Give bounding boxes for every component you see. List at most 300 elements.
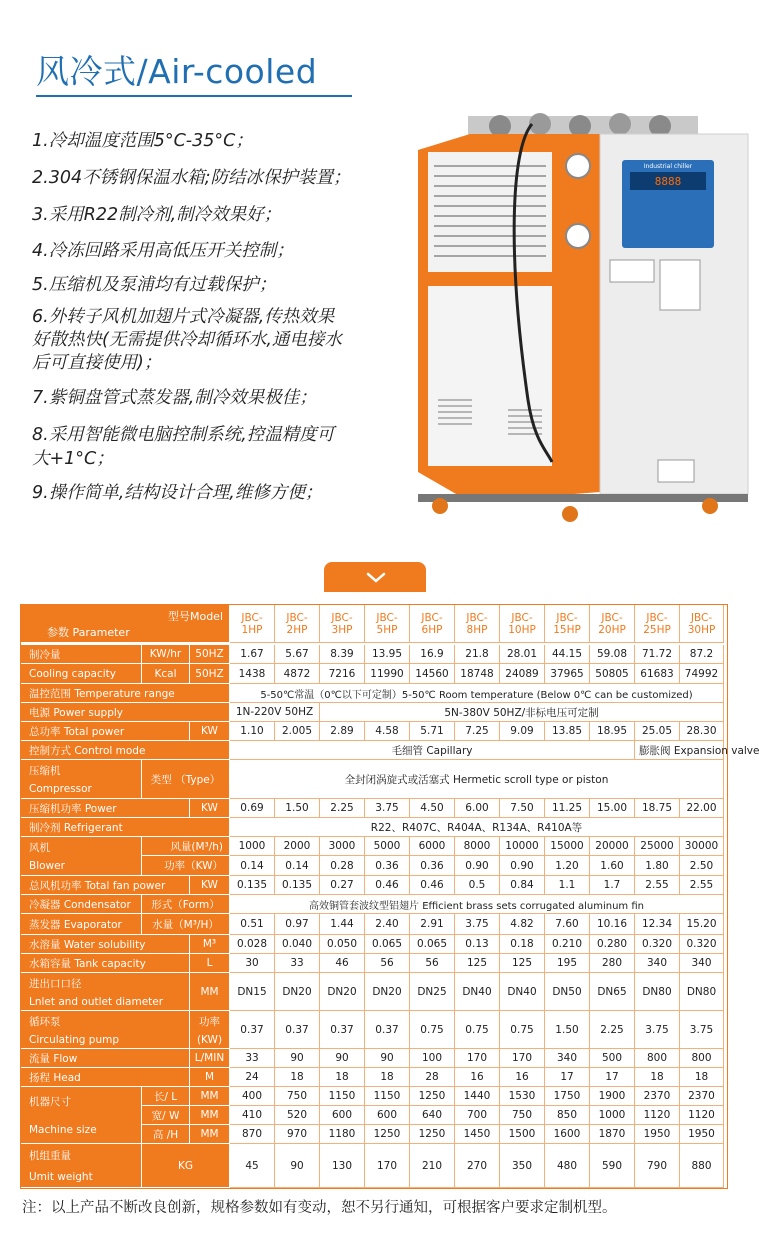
table-cell: 870 (230, 1125, 275, 1144)
table-cell: 1150 (320, 1087, 365, 1106)
evaporator-label: 蒸发器 Evaporator (21, 914, 142, 935)
head-label: 扬程 Head (21, 1068, 190, 1087)
table-cell: 1.80 (635, 856, 680, 876)
inlet-row (21, 973, 724, 1011)
table-cell: 1.50 (275, 799, 320, 818)
table-cell: 1150 (365, 1087, 410, 1106)
table-cell: 125 (455, 954, 500, 973)
table-cell: 2.55 (635, 876, 680, 895)
table-cell: 1180 (320, 1125, 365, 1144)
table-cell: 30000 (680, 837, 724, 856)
header-corner (21, 605, 230, 643)
table-cell: 14560 (410, 664, 455, 684)
table-cell: 59.08 (590, 645, 635, 664)
table-cell: 1500 (500, 1125, 545, 1144)
table-cell: DN20 (320, 973, 365, 1011)
table-cell: 410 (230, 1106, 275, 1125)
table-cell: 16 (455, 1068, 500, 1087)
table-cell: 600 (320, 1106, 365, 1125)
table-cell: 2.50 (680, 856, 724, 876)
power-supply-v2: 5N-380V 50HZ/非标电压可定制 (320, 703, 724, 722)
table-cell: 0.90 (500, 856, 545, 876)
table-cell: 1.67 (230, 645, 275, 664)
table-cell: 22.00 (680, 799, 724, 818)
feature-8-line2: 大+1°C； (32, 449, 114, 469)
table-cell: 0.36 (410, 856, 455, 876)
table-cell: 71.72 (635, 645, 680, 664)
flow-row (21, 1049, 724, 1068)
head-row (21, 1068, 724, 1087)
total-fan-unit: KW (190, 876, 230, 895)
table-cell: 3.75 (635, 1011, 680, 1049)
table-cell: 880 (680, 1144, 724, 1188)
size-height-unit: MM (190, 1125, 230, 1144)
table-cell: DN20 (365, 973, 410, 1011)
table-cell: 18 (365, 1068, 410, 1087)
table-cell: 0.280 (590, 935, 635, 954)
table-cell: 1530 (500, 1087, 545, 1106)
size-label: 机器尺寸 Machine size (21, 1087, 142, 1144)
flow-unit: L/MIN (190, 1049, 230, 1068)
table-cell: 8.39 (320, 645, 365, 664)
table-cell: 0.46 (410, 876, 455, 895)
table-cell: 1950 (635, 1125, 680, 1144)
feature-2: 2.304不锈钢保温水箱;防结冰保护装置； (32, 168, 351, 188)
table-cell: 590 (590, 1144, 635, 1188)
table-cell: 125 (500, 954, 545, 973)
table-cell: 16.9 (410, 645, 455, 664)
size-height-row (21, 1125, 724, 1144)
table-cell: 1600 (545, 1125, 590, 1144)
table-cell: 1000 (230, 837, 275, 856)
table-cell: 0.37 (320, 1011, 365, 1049)
table-cell: 1.7 (590, 876, 635, 895)
table-cell: 10.16 (590, 914, 635, 935)
table-cell: 600 (365, 1106, 410, 1125)
table-cell: 20000 (590, 837, 635, 856)
cooling-label-en: Cooling capacity (21, 664, 142, 684)
table-cell: 45 (230, 1144, 275, 1188)
tank-unit: L (190, 954, 230, 973)
table-cell: DN80 (680, 973, 724, 1011)
tank-row (21, 954, 724, 973)
table-cell: 750 (275, 1087, 320, 1106)
table-cell: 33 (275, 954, 320, 973)
table-cell: 1.44 (320, 914, 365, 935)
feature-9: 9.操作简单,结构设计合理,维修方便； (32, 483, 323, 503)
page-title: 风冷式/Air-cooled (36, 52, 318, 91)
table-cell: 4.82 (500, 914, 545, 935)
table-cell: 3000 (320, 837, 365, 856)
table-cell: 8000 (455, 837, 500, 856)
model-1hp: JBC- 1HP (230, 605, 275, 643)
model-30hp: JBC- 30HP (680, 605, 724, 643)
table-cell: 130 (320, 1144, 365, 1188)
table-cell: 4.58 (365, 722, 410, 741)
footnote: 注：以上产品不断改良创新，规格参数如有变动，恕不另行通知，可根据客户要求定制机型。 (22, 1200, 617, 1216)
comp-power-label: 压缩机功率 Power (21, 799, 190, 818)
model-3hp: JBC- 3HP (320, 605, 365, 643)
table-cell: 12.34 (635, 914, 680, 935)
cooling-label-cn: 制冷量 (21, 645, 142, 664)
table-cell: 270 (455, 1144, 500, 1188)
table-cell: 0.75 (410, 1011, 455, 1049)
temp-row (21, 684, 724, 703)
table-cell: 9.09 (500, 722, 545, 741)
table-cell: 0.028 (230, 935, 275, 954)
table-cell: 340 (680, 954, 724, 973)
table-cell: 1120 (680, 1106, 724, 1125)
size-width-label: 宽/ W (142, 1106, 190, 1125)
corner-model-label: 型号Model (167, 609, 223, 623)
condenser-form-label: 形式（Form） (142, 895, 230, 914)
model-25hp: JBC- 25HP (635, 605, 680, 643)
table-cell: 74992 (680, 664, 724, 684)
table-cell: 970 (275, 1125, 320, 1144)
table-cell: 170 (455, 1049, 500, 1068)
table-cell: 4.50 (410, 799, 455, 818)
model-8hp: JBC- 8HP (455, 605, 500, 643)
table-cell: 1000 (590, 1106, 635, 1125)
temp-value: 5-50℃常温（0℃以下可定制）5-50℃ Room temperature (Below 0℃ can be customized) (230, 684, 724, 703)
table-cell: 18.95 (590, 722, 635, 741)
condenser-row (21, 895, 724, 914)
table-cell: 90 (275, 1144, 320, 1188)
table-cell: 1440 (455, 1087, 500, 1106)
table-cell: 1870 (590, 1125, 635, 1144)
table-cell: 2370 (680, 1087, 724, 1106)
tank-label: 水箱容量 Tank capacity (21, 954, 190, 973)
inlet-label: 进出口口径 Lnlet and outlet diameter (21, 973, 190, 1011)
table-cell: 0.75 (500, 1011, 545, 1049)
table-cell: 2370 (635, 1087, 680, 1106)
table-cell: 4872 (275, 664, 320, 684)
table-cell: 3.75 (365, 799, 410, 818)
table-cell: 18 (275, 1068, 320, 1087)
feature-7: 7.紫铜盘管式蒸发器,制冷效果极佳； (32, 388, 317, 408)
table-cell: 0.050 (320, 935, 365, 954)
water-sol-unit: M³ (190, 935, 230, 954)
table-cell: 0.37 (230, 1011, 275, 1049)
power-supply-label: 电源 Power supply (21, 703, 230, 722)
refrigerant-value: R22、R407C、R404A、R134A、R410A等 (230, 818, 724, 837)
table-cell: 6.00 (455, 799, 500, 818)
table-cell: 2.25 (590, 1011, 635, 1049)
table-cell: 90 (365, 1049, 410, 1068)
table-cell: 50805 (590, 664, 635, 684)
total-power-unit: KW (190, 722, 230, 741)
compressor-label: 压缩机 Compressor (21, 760, 142, 799)
table-cell: 0.97 (275, 914, 320, 935)
table-cell: 0.84 (500, 876, 545, 895)
table-cell: 10000 (500, 837, 545, 856)
table-cell: 0.90 (455, 856, 500, 876)
feature-6-line1: 6.外转子风机加翅片式冷凝器,传热效果 (32, 307, 335, 327)
model-2hp: JBC- 2HP (275, 605, 320, 643)
table-cell: 750 (500, 1106, 545, 1125)
fan-air-row (21, 837, 724, 856)
power-supply-v1: 1N-220V 50HZ (230, 703, 320, 722)
table-cell: 90 (320, 1049, 365, 1068)
table-cell: 1250 (410, 1087, 455, 1106)
table-cell: 350 (500, 1144, 545, 1188)
head-unit: M (190, 1068, 230, 1087)
table-cell: 0.36 (365, 856, 410, 876)
table-cell: 6000 (410, 837, 455, 856)
table-cell: 0.135 (275, 876, 320, 895)
table-cell: 1.60 (590, 856, 635, 876)
table-cell: 30 (230, 954, 275, 973)
temp-label: 温控范围 Temperature range (21, 684, 230, 703)
feature-1: 1.冷却温度范围5°C-35°C； (32, 131, 253, 151)
table-cell: DN20 (275, 973, 320, 1011)
cooling-freq-2: 50HZ (190, 664, 230, 684)
table-cell: 480 (545, 1144, 590, 1188)
cooling-freq-1: 50HZ (190, 645, 230, 664)
refrigerant-label: 制冷剂 Refrigerant (21, 818, 230, 837)
table-cell: 0.040 (275, 935, 320, 954)
table-cell: 340 (635, 954, 680, 973)
table-cell: 24 (230, 1068, 275, 1087)
pump-label: 循环泵 Circulating pump (21, 1011, 190, 1049)
table-cell: 1750 (545, 1087, 590, 1106)
total-fan-label: 总风机功率 Total fan power (21, 876, 190, 895)
table-cell: 25.05 (635, 722, 680, 741)
table-cell: 7.60 (545, 914, 590, 935)
evaporator-sub: 水量（M³/H） (142, 914, 230, 935)
table-cell: 0.14 (230, 856, 275, 876)
compressor-type-value: 全封闭涡旋式或活塞式 Hermetic scroll type or piston (230, 760, 724, 799)
table-cell: 210 (410, 1144, 455, 1188)
table-cell: 33 (230, 1049, 275, 1068)
model-10hp: JBC- 10HP (500, 605, 545, 643)
table-cell: 1.50 (545, 1011, 590, 1049)
table-cell: 15.20 (680, 914, 724, 935)
table-cell: 7.25 (455, 722, 500, 741)
table-cell: 0.51 (230, 914, 275, 935)
feature-6-line2: 好散热快(无需提供冷却循环水,通电接水 (32, 330, 342, 350)
table-cell: 7216 (320, 664, 365, 684)
control-expansion: 膨胀阀 Expansion valve (635, 741, 724, 760)
fan-air-label: 风量(M³/h) (142, 837, 230, 856)
total-fan-row (21, 876, 724, 895)
pump-row (21, 1011, 724, 1049)
total-power-label: 总功率 Total power (21, 722, 190, 741)
table-cell: 2.005 (275, 722, 320, 741)
table-cell: 61683 (635, 664, 680, 684)
feature-5: 5.压缩机及泵浦均有过载保护； (32, 275, 277, 295)
cooling-unit-kcal: Kcal (142, 664, 190, 684)
pump-unit: 功率 (KW) (190, 1011, 230, 1049)
table-cell: 15.00 (590, 799, 635, 818)
table-cell: 340 (545, 1049, 590, 1068)
table-cell: 28.30 (680, 722, 724, 741)
water-sol-row (21, 935, 724, 954)
table-cell: 15000 (545, 837, 590, 856)
table-cell: 25000 (635, 837, 680, 856)
table-cell: 0.14 (275, 856, 320, 876)
refrigerant-row (21, 818, 724, 837)
size-length-unit: MM (190, 1087, 230, 1106)
table-header-row (21, 605, 724, 643)
size-height-label: 高 /H (142, 1125, 190, 1144)
table-cell: 2.55 (680, 876, 724, 895)
table-cell: 0.46 (365, 876, 410, 895)
table-cell: 1900 (590, 1087, 635, 1106)
table-cell: 90 (275, 1049, 320, 1068)
table-cell: 170 (500, 1049, 545, 1068)
table-cell: 0.5 (455, 876, 500, 895)
model-6hp: JBC- 6HP (410, 605, 455, 643)
weight-label: 机组重量 Umit weight (21, 1144, 142, 1188)
model-20hp: JBC- 20HP (590, 605, 635, 643)
table-cell: 87.2 (680, 645, 724, 664)
table-cell: 0.13 (455, 935, 500, 954)
table-cell: 2000 (275, 837, 320, 856)
table-cell: DN25 (410, 973, 455, 1011)
table-cell: 18 (680, 1068, 724, 1087)
chiller-machine-image (410, 110, 750, 522)
table-cell: 21.8 (455, 645, 500, 664)
table-cell: 1.1 (545, 876, 590, 895)
fan-power-label: 功率（KW） (142, 856, 230, 876)
table-cell: 13.85 (545, 722, 590, 741)
table-cell: 0.75 (455, 1011, 500, 1049)
table-cell: 5.67 (275, 645, 320, 664)
table-cell: 11990 (365, 664, 410, 684)
table-cell: 400 (230, 1087, 275, 1106)
table-cell: 0.27 (320, 876, 365, 895)
table-cell: 100 (410, 1049, 455, 1068)
size-width-row (21, 1106, 724, 1125)
table-cell: DN80 (635, 973, 680, 1011)
table-cell: 195 (545, 954, 590, 973)
table-cell: 5000 (365, 837, 410, 856)
table-cell: 0.065 (410, 935, 455, 954)
table-cell: 0.37 (275, 1011, 320, 1049)
table-cell: 0.37 (365, 1011, 410, 1049)
evaporator-row (21, 914, 724, 935)
table-cell: 0.135 (230, 876, 275, 895)
table-cell: 0.18 (500, 935, 545, 954)
table-cell: 37965 (545, 664, 590, 684)
cooling-kw-row (21, 645, 724, 664)
table-cell: 1250 (410, 1125, 455, 1144)
feature-3: 3.采用R22制冷剂,制冷效果好； (32, 205, 282, 225)
table-cell: 500 (590, 1049, 635, 1068)
table-cell: 520 (275, 1106, 320, 1125)
size-length-row (21, 1087, 724, 1106)
table-cell: 1450 (455, 1125, 500, 1144)
table-cell: 0.210 (545, 935, 590, 954)
table-cell: 0.28 (320, 856, 365, 876)
fan-power-row (21, 856, 724, 876)
table-cell: 28 (410, 1068, 455, 1087)
table-cell: 0.320 (680, 935, 724, 954)
table-cell: 1438 (230, 664, 275, 684)
table-cell: 18748 (455, 664, 500, 684)
table-cell: 0.69 (230, 799, 275, 818)
comp-power-unit: KW (190, 799, 230, 818)
table-cell: 18 (635, 1068, 680, 1087)
table-cell: 280 (590, 954, 635, 973)
chevron-down-icon (366, 572, 386, 584)
table-cell: DN40 (500, 973, 545, 1011)
power-supply-row (21, 703, 724, 722)
table-cell: 2.89 (320, 722, 365, 741)
table-cell: 0.065 (365, 935, 410, 954)
title-underline (36, 95, 352, 97)
table-cell: 850 (545, 1106, 590, 1125)
fan-label: 风机 Blower (21, 837, 142, 876)
table-cell: 1.20 (545, 856, 590, 876)
control-row (21, 741, 759, 760)
table-cell: 1120 (635, 1106, 680, 1125)
table-cell: 3.75 (455, 914, 500, 935)
table-cell: 56 (410, 954, 455, 973)
table-cell: 800 (680, 1049, 724, 1068)
feature-6-line3: 后可直接使用)； (32, 353, 162, 373)
table-cell: 17 (545, 1068, 590, 1087)
table-cell: 170 (365, 1144, 410, 1188)
cooling-unit-kw: KW/hr (142, 645, 190, 664)
table-cell: 700 (455, 1106, 500, 1125)
compressor-type-label: 类型 （Type） (142, 760, 230, 799)
table-cell: DN15 (230, 973, 275, 1011)
table-cell: 46 (320, 954, 365, 973)
table-cell: 2.25 (320, 799, 365, 818)
table-cell: 3.75 (680, 1011, 724, 1049)
table-cell: 1.10 (230, 722, 275, 741)
table-cell: 13.95 (365, 645, 410, 664)
corner-parameter-label: 参数 Parameter (47, 625, 130, 639)
flow-label: 流量 Flow (21, 1049, 190, 1068)
table-cell: 7.50 (500, 799, 545, 818)
table-cell: 2.40 (365, 914, 410, 935)
size-width-unit: MM (190, 1106, 230, 1125)
table-cell: 1950 (680, 1125, 724, 1144)
table-cell: 640 (410, 1106, 455, 1125)
table-cell: 44.15 (545, 645, 590, 664)
table-cell: 18 (320, 1068, 365, 1087)
display-digits: 8888 (654, 175, 682, 188)
total-power-row (21, 722, 724, 741)
condenser-label: 冷凝器 Condensator (21, 895, 142, 914)
table-cell: 16 (500, 1068, 545, 1087)
control-capillary: 毛细管 Capillary (230, 741, 635, 760)
table-cell: 28.01 (500, 645, 545, 664)
size-length-label: 长/ L (142, 1087, 190, 1106)
table-cell: 24089 (500, 664, 545, 684)
feature-8-line1: 8.采用智能微电脑控制系统,控温精度可 (32, 425, 335, 445)
table-cell: 56 (365, 954, 410, 973)
table-cell: 790 (635, 1144, 680, 1188)
table-cell: 0.320 (635, 935, 680, 954)
condenser-value: 高效铜管套波纹型铝翅片 Efficient brass sets corrugated aluminum fin (230, 895, 724, 914)
control-label: 控制方式 Control mode (21, 741, 230, 760)
table-cell: 11.25 (545, 799, 590, 818)
table-cell: DN65 (590, 973, 635, 1011)
feature-4: 4.冷冻回路采用高低压开关控制； (32, 241, 294, 261)
model-15hp: JBC- 15HP (545, 605, 590, 643)
cooling-kcal-row (21, 664, 724, 684)
weight-row (21, 1144, 724, 1188)
table-cell: 800 (635, 1049, 680, 1068)
water-sol-label: 水溶量 Water solubility (21, 935, 190, 954)
table-cell: 18.75 (635, 799, 680, 818)
table-cell: 1250 (365, 1125, 410, 1144)
inlet-unit: MM (190, 973, 230, 1011)
